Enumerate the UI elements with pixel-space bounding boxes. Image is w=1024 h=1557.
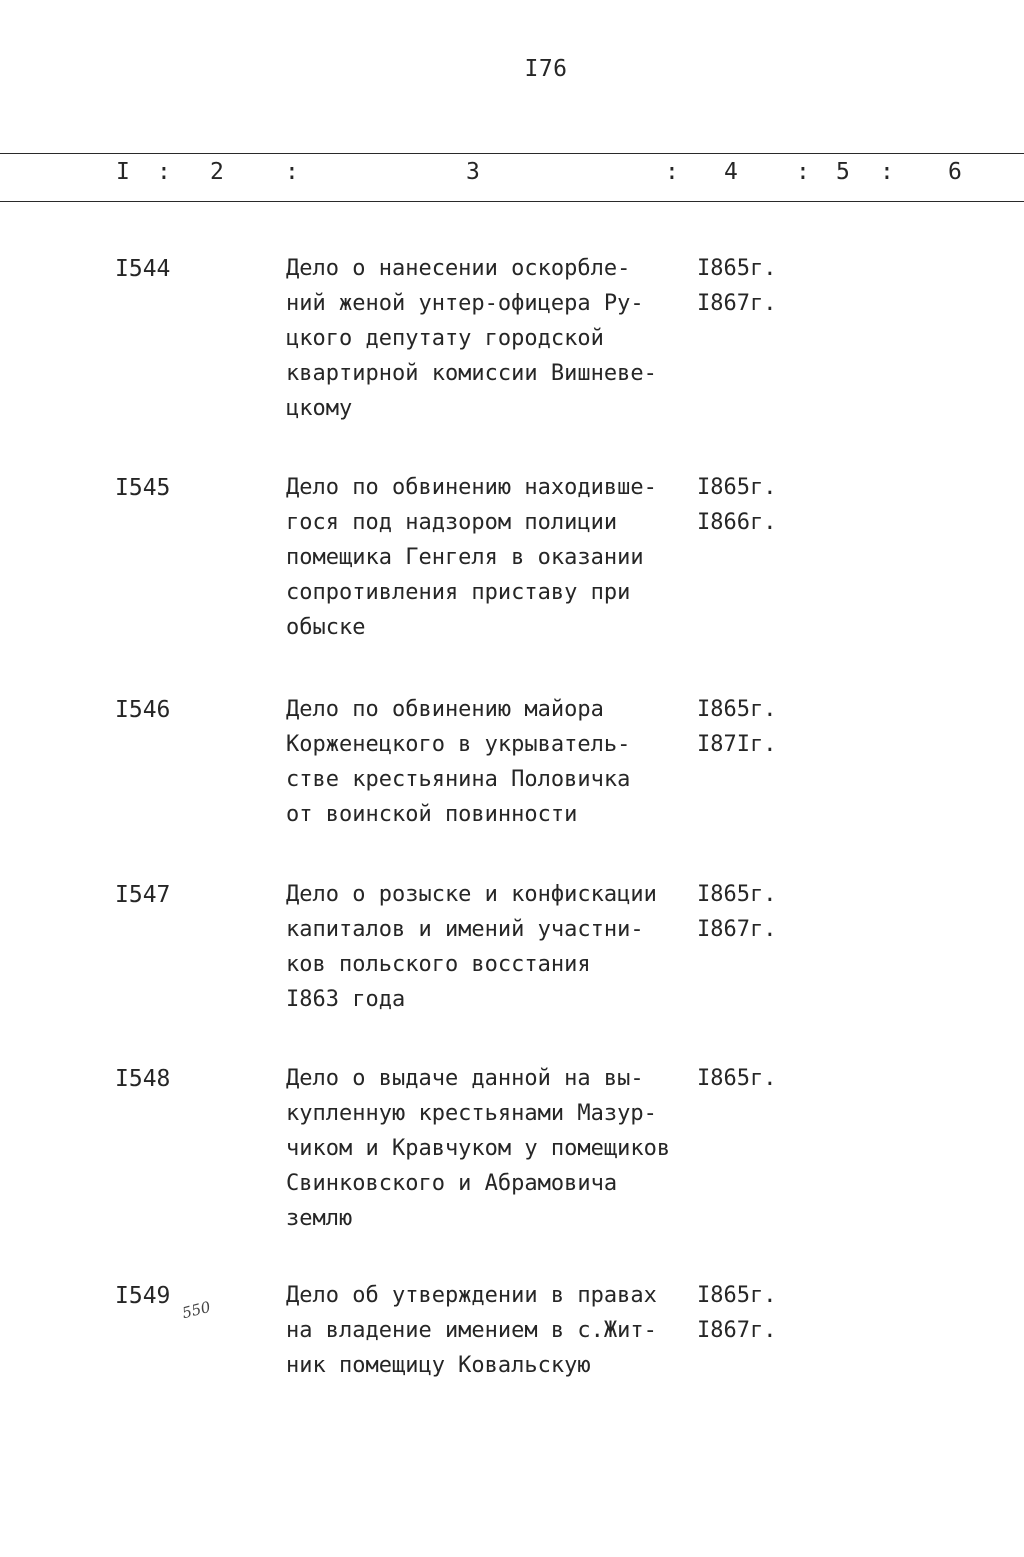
header-top-rule xyxy=(0,153,1024,154)
description-line: I863 года xyxy=(286,987,406,1012)
description-line: помещика Генгеля в оказании xyxy=(286,545,644,570)
entry-number: I548 xyxy=(115,1066,171,1092)
description-line: на владение имением в с.Жит- xyxy=(286,1318,657,1343)
page-number: I76 xyxy=(524,56,568,82)
entry-description xyxy=(286,1283,711,1388)
entry-description xyxy=(286,697,711,837)
description-line: купленную крестьянами Мазур- xyxy=(286,1101,657,1126)
entry-description xyxy=(286,882,711,1022)
entry-dates xyxy=(697,256,776,326)
description-line: ков польского восстания xyxy=(286,952,591,977)
column-separator-3: : xyxy=(665,159,679,185)
column-separator-4: : xyxy=(796,159,810,185)
entry-number: I544 xyxy=(115,256,171,282)
column-header-2: 2 xyxy=(210,159,224,185)
header-bottom-rule xyxy=(0,201,1024,202)
description-line: обыске xyxy=(286,615,366,640)
description-line: квартирной комиссии Вишневе- xyxy=(286,361,657,386)
description-line: чиком и Кравчуком у помещиков xyxy=(286,1136,671,1161)
entry-number: I545 xyxy=(115,475,171,501)
entry-description xyxy=(286,1066,711,1241)
column-header-1: I xyxy=(116,159,130,185)
description-line: Дело о нанесении оскорбле- xyxy=(286,256,631,281)
handwritten-sheet-note: 550 xyxy=(180,1297,213,1323)
end-date: I87Iг. xyxy=(697,732,777,757)
description-line: Дело по обвинению майора xyxy=(286,697,604,722)
entry-dates xyxy=(697,1283,776,1353)
start-date: I865г. xyxy=(697,1066,777,1091)
description-line: стве крестьянина Половичка xyxy=(286,767,631,792)
end-date: I867г. xyxy=(697,917,777,942)
end-date: I866г. xyxy=(697,510,777,535)
end-date: I867г. xyxy=(697,1318,777,1343)
entry-dates xyxy=(697,697,776,767)
entry-description xyxy=(286,256,711,431)
column-header-4: 4 xyxy=(724,159,738,185)
description-line: землю xyxy=(286,1206,353,1231)
description-line: гося под надзором полиции xyxy=(286,510,618,535)
description-line: от воинской повинности xyxy=(286,802,578,827)
description-line: цкому xyxy=(286,396,353,421)
start-date: I865г. xyxy=(697,1283,777,1308)
description-line: Дело о выдаче данной на вы- xyxy=(286,1066,644,1091)
column-separator-2: : xyxy=(285,159,299,185)
column-separator-1: : xyxy=(157,159,171,185)
column-header-5: 5 xyxy=(836,159,850,185)
entry-dates xyxy=(697,882,776,952)
column-header-6: 6 xyxy=(948,159,962,185)
description-line: цкого депутату городской xyxy=(286,326,604,351)
description-line: Дело по обвинению находивше- xyxy=(286,475,657,500)
description-line: ний женой унтер-офицера Ру- xyxy=(286,291,644,316)
start-date: I865г. xyxy=(697,697,777,722)
start-date: I865г. xyxy=(697,475,777,500)
end-date: I867г. xyxy=(697,291,777,316)
start-date: I865г. xyxy=(697,882,777,907)
description-line: сопротивления приставу при xyxy=(286,580,631,605)
column-separator-5: : xyxy=(880,159,894,185)
entry-number: I549 xyxy=(115,1283,171,1309)
description-line: ник помещицу Ковальскую xyxy=(286,1353,591,1378)
start-date: I865г. xyxy=(697,256,777,281)
column-header-3: 3 xyxy=(466,159,480,185)
description-line: капиталов и имений участни- xyxy=(286,917,644,942)
entry-number: I546 xyxy=(115,697,171,723)
entry-number: I547 xyxy=(115,882,171,908)
entry-description xyxy=(286,475,711,650)
description-line: Свинковского и Абрамовича xyxy=(286,1171,618,1196)
description-line: Дело об утверждении в правах xyxy=(286,1283,657,1308)
description-line: Дело о розыске и конфискации xyxy=(286,882,657,907)
entry-dates xyxy=(697,475,776,545)
description-line: Корженецкого в укрыватель- xyxy=(286,732,631,757)
entry-dates xyxy=(697,1066,776,1101)
column-header-row xyxy=(0,159,1024,191)
